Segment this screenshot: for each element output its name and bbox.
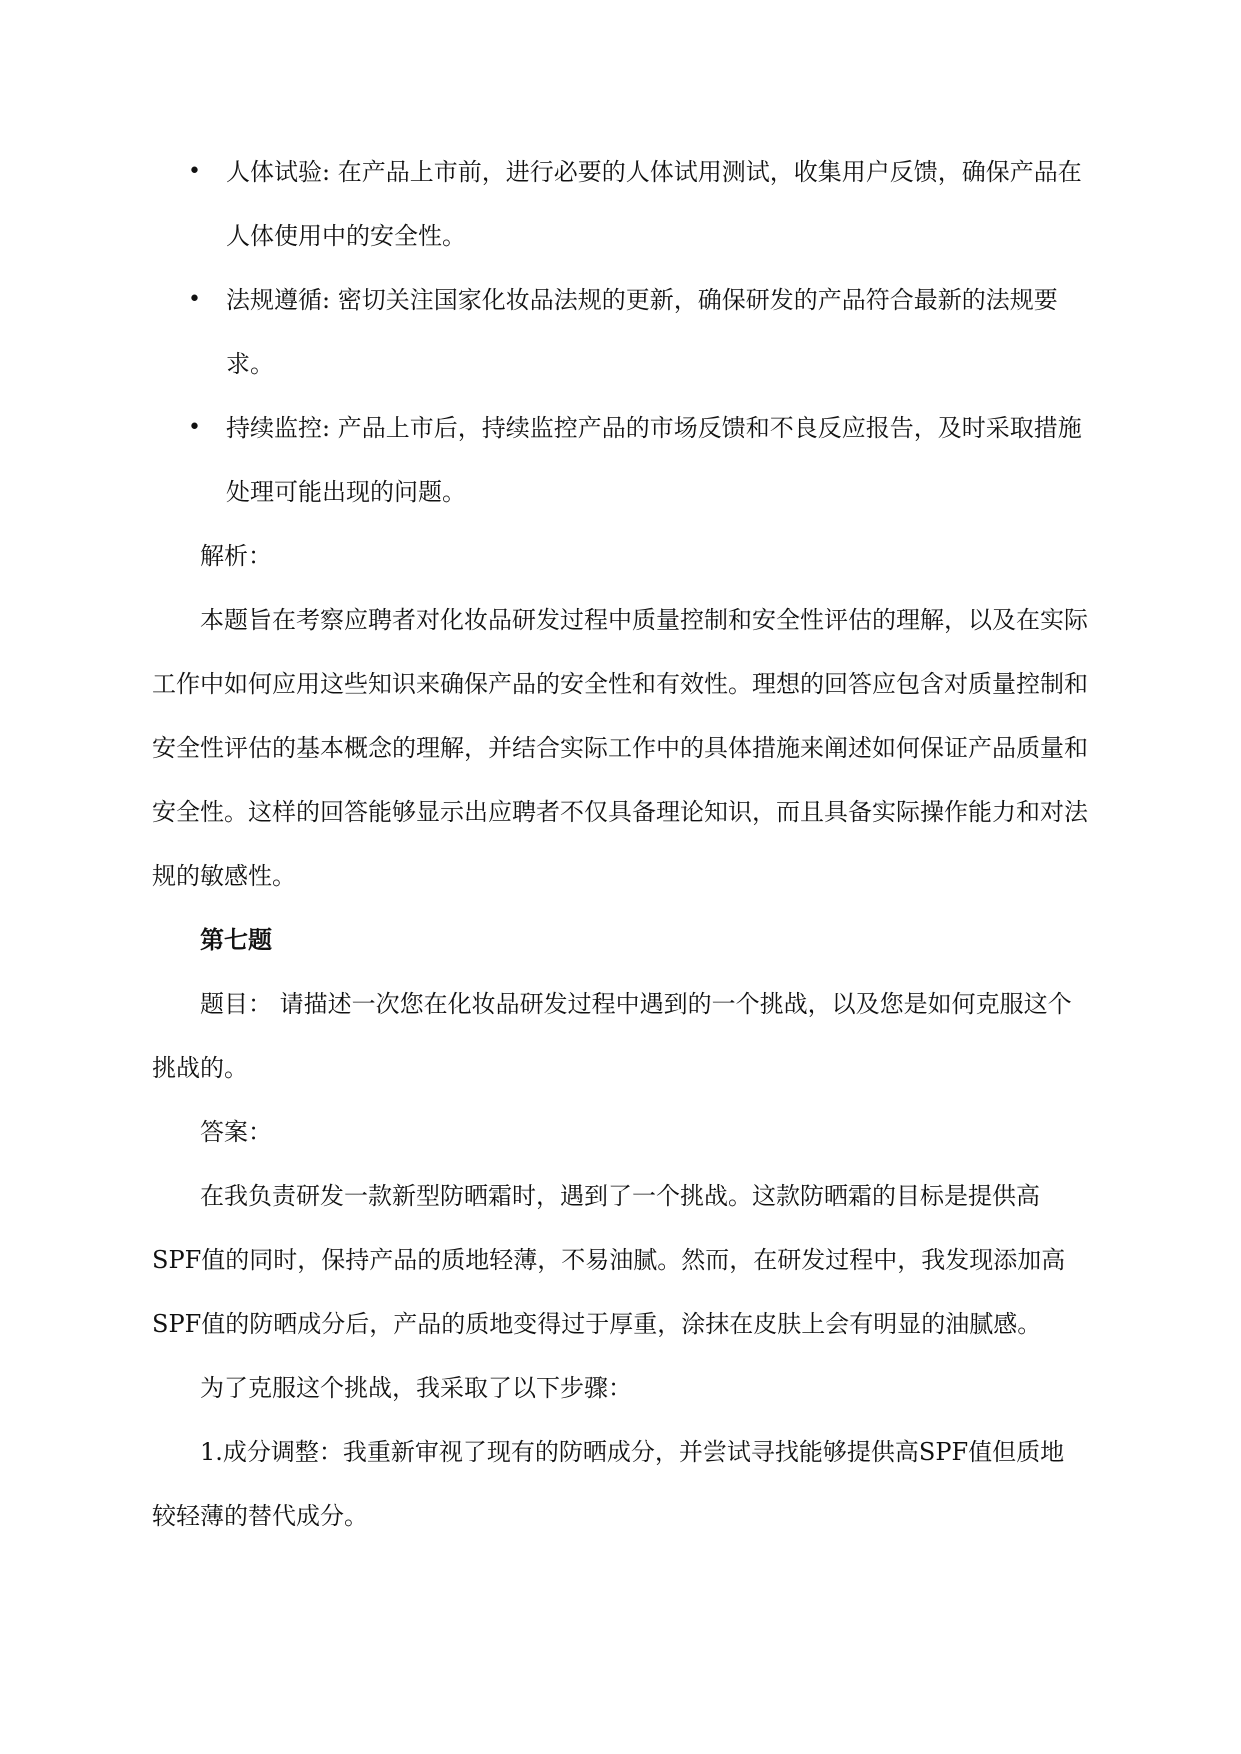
page-content <box>152 140 1088 1548</box>
answer-label: 答案： <box>200 1118 272 1146</box>
question-paragraph: 题目： 请描述一次您在化妆品研发过程中遇到的一个挑战，以及您是如何克服这个挑战的。 <box>152 990 1072 1082</box>
list-item <box>188 140 1088 268</box>
bullet-icon: • <box>188 287 201 312</box>
answer-paragraph: 在我负责研发一款新型防晒霜时，遇到了一个挑战。这款防晒霜的目标是提供高SPF值的同时，保持产品的质地轻薄，不易油腻。然而，在研发过程中，我发现添加高SPF值的防晒成分后，产品的质地变得过于厚重，涂抹在皮肤上会有明显的油腻感。 <box>152 1182 1066 1338</box>
steps-intro: 为了克服这个挑战，我采取了以下步骤： <box>200 1374 632 1402</box>
bullet-label: 法规遵循: <box>226 286 331 314</box>
bullet-icon: • <box>188 159 201 184</box>
bullet-text: 在产品上市前，进行必要的人体试用测试，收集用户反馈，确保产品在人体使用中的安全性。 <box>226 158 1082 250</box>
bullet-label: 人体试验: <box>226 158 331 186</box>
section-title: 第七题 <box>200 925 272 954</box>
step-item: 1.成分调整：我重新审视了现有的防晒成分，并尝试寻找能够提供高SPF值但质地较轻薄的替代成分。 <box>152 1438 1065 1530</box>
list-item <box>188 268 1088 396</box>
bullet-list <box>188 140 1088 524</box>
body-text <box>152 524 1088 1548</box>
analysis-label: 解析： <box>200 542 272 570</box>
list-item <box>188 396 1088 524</box>
bullet-text: 产品上市后，持续监控产品的市场反馈和不良反应报告，及时采取措施处理可能出现的问题。 <box>226 414 1082 506</box>
bullet-label: 持续监控: <box>226 414 331 442</box>
bullet-text: 密切关注国家化妆品法规的更新，确保研发的产品符合最新的法规要求。 <box>226 286 1058 378</box>
bullet-icon: • <box>188 415 201 440</box>
analysis-paragraph: 本题旨在考察应聘者对化妆品研发过程中质量控制和安全性评估的理解，以及在实际工作中如何应用这些知识来确保产品的安全性和有效性。理想的回答应包含对质量控制和安全性评估的基本概念的理解，并结合实际工作中的具体措施来阐述如何保证产品质量和安全性。这样的回答能够显示出应聘者不仅具备理论知识，而且具备实际操作能力和对法规的敏感性。 <box>152 606 1088 890</box>
